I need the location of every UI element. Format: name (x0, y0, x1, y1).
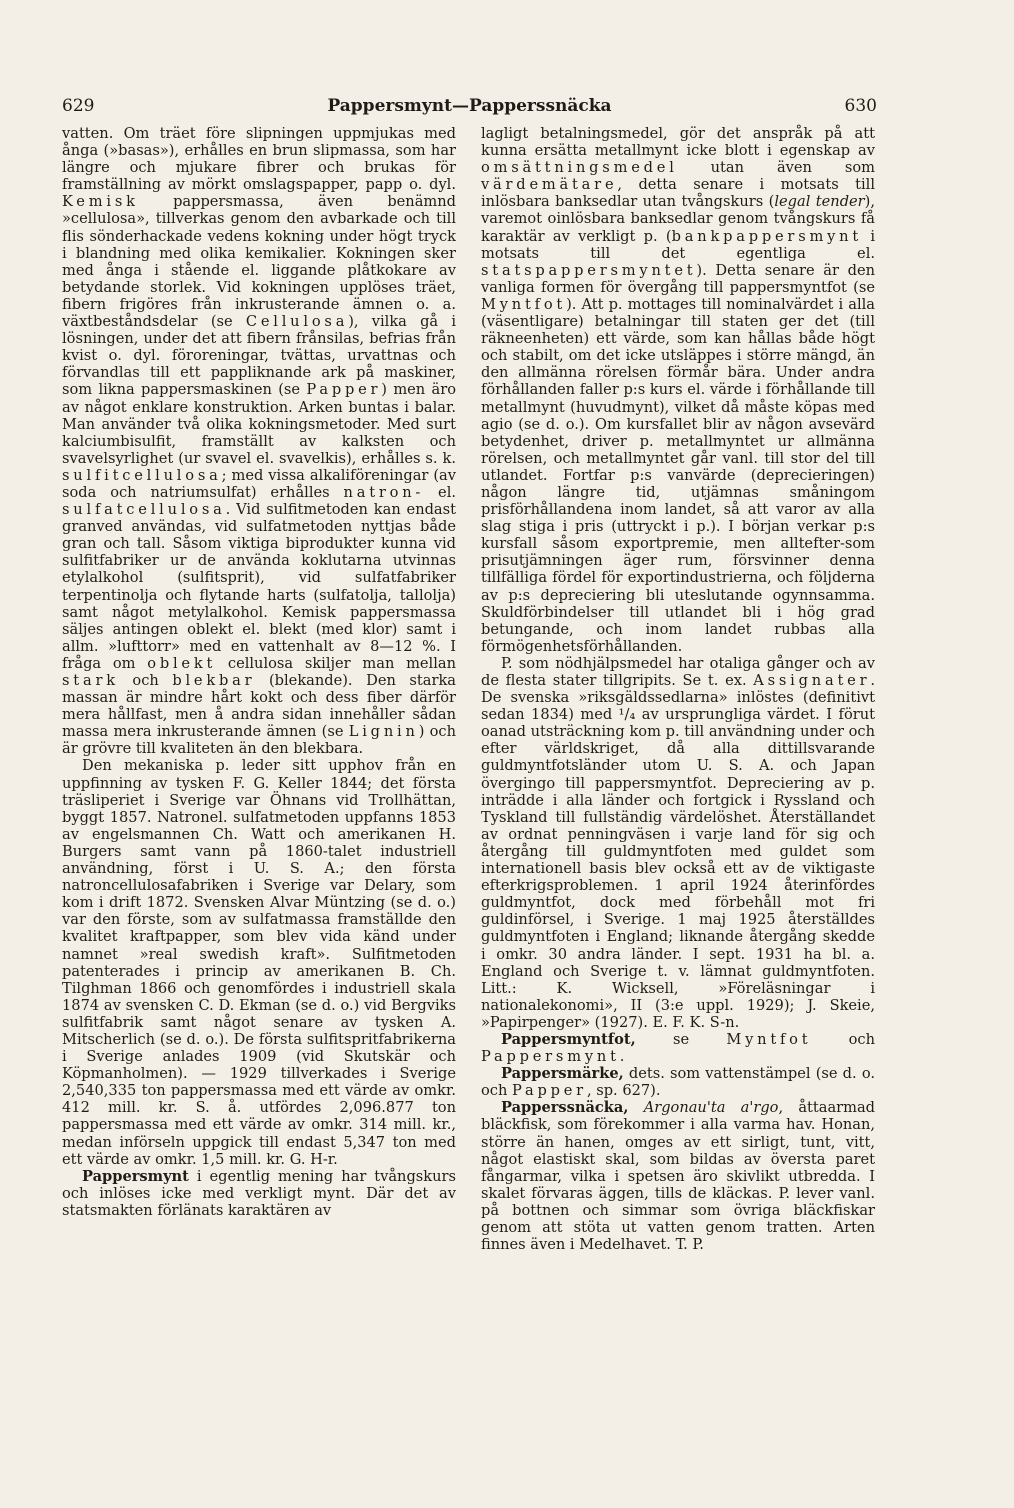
text-run: stark (62, 672, 119, 689)
text-run: Papper (306, 381, 382, 399)
paragraph (481, 1031, 875, 1065)
text-run: i motsats till det egentliga el. (481, 227, 875, 262)
text-run: värdemätare (481, 176, 618, 194)
text-run: Papper (512, 1082, 587, 1100)
entry-headword: Papperssnäcka, (501, 1099, 629, 1117)
text-run: Myntfot (481, 295, 567, 313)
text-run: (blekande). Den starka massan är mindre hårt kokt och dess fiber därför mera hållfast, men å andra sidan innehåller sådan massa mera inkrusterande ämnen (se (62, 672, 456, 741)
text-run: . De svenska »riksgäldssedlarna» inlöstes (definitivt sedan 1834) med ¹/₄ av ursprungliga värdet. I förut oanad utsträckning kom p. till användning under och efter världskriget, då alla dittillsvarande guldmyntfotsländer utom U. S. A. och Japan övergingo till pappersmyntfot. Depreciering av p. inträdde i alla länder och fortgick i Ryssland och Tyskland till fullständig värdelöshet. Återställandet av ordnat penningväsen i varje land för sig och återgång till guldmyntfoten med guldet som internationell basis blev också ett av de viktigaste efterkrigsproblemen. 1 april 1924 återinfördes guldmyntfot, dock med förbehåll mot fri guldinförsel, i Sverige. 1 maj 1925 återställdes guldmyntfoten i England; liknande återgång skedde i omkr. 30 andra länder. I sept. 1931 ha bl. a. England och Sverige t. v. lämnat guldmyntfoten. Litt.: K. Wicksell, »Föreläsningar i nationalekonomi», II (3:e uppl. 1929); J. Skeie, »Papirpenger» (1927). E. F. K. S-n. (481, 672, 875, 1031)
text-run: Lignin (348, 723, 419, 741)
text-run: Cellulosa (245, 313, 349, 331)
text-run: Kemisk (62, 193, 139, 211)
text-run: , detta senare i motsats till inlösbara banksedlar utan tvångskurs ( (481, 176, 875, 211)
text-run: och (118, 672, 173, 689)
text-run: P. som nödhjälpsmedel har otaliga gånger och av de flesta stater tillgripits. Se t. ex. (481, 654, 875, 689)
text-run: sulfatcellulosa (62, 501, 226, 519)
paragraph (481, 1065, 875, 1099)
text-run: ) och är grövre till kvaliteten än den blekbara. (62, 723, 456, 758)
text-run: ). Detta senare är den vanliga formen för övergång till pappersmyntfot (se (481, 261, 875, 296)
text-run (628, 1099, 643, 1116)
text-run: legal tender (774, 193, 865, 211)
text-run: ). Att p. mottages till nominalvärdet i alla (väsentligare) betalningar till staten ger det (till räkneenheten) ett värde, som kan hållas både högt och stabilt, om det icke utsläppes i större mängd, än den allmänna rörelsen förmår bära. Under andra förhållanden faller p:s kurs el. värde i förhållande till metallmynt (huvudmynt), vilket då måste köpas med agio (se d. o.). Om kursfallet blir av någon avsevärd betydenhet, driver p. metallmyntet ur allmänna rörelsen, och metallmyntet går vanl. till stor del till utlandet. Fortfar p:s vanvärde (deprecieringen) någon längre tid, utjämnas småningom prisförhållandena inom landet, så att varor av alla slag stiga i pris (uttryckt i p.). I början verkar p:s kursfall såsom exportpremie, men alltefter-som prisutjämningen äger rum, försvinner denna tillfälliga fördel för exportindustrierna, och följderna av p:s depreciering bli uteslutande ogynnsamma. Skuldförbindelser till utlandet bli i hög grad betungande, och inom landet rubbas alla förmögenhetsförhållanden. (481, 295, 875, 655)
text-run: bankpappersmynt (671, 227, 863, 245)
text-run: Assignater (753, 672, 871, 689)
text-run: cellulosa skiljer man mellan (216, 654, 456, 672)
text-run: utan även som (677, 159, 875, 177)
paragraph (481, 655, 875, 1031)
text-run: pappersmassa, även benämnd »cellulosa», tillverkas genom den avbarkade och till flis sönderhackade vedens kokning under högt tryck i blandning med olika kemikalier. Kokningen sker med ånga i stående el. liggande plåtkokare av betydande storlek. Vid kokningen upplöses träet, fibern frigöres från inkrusterande ämnen o. a. växtbeståndsdelar (se (62, 193, 456, 331)
running-header (62, 96, 877, 120)
paragraph (481, 125, 875, 655)
text-run: oblekt (147, 654, 217, 672)
text-run: Myntfot (726, 1030, 812, 1048)
page-number-left: 629 (62, 96, 95, 116)
text-run: vatten. Om träet före slipningen uppmjukas med ånga (»basas»), erhålles en brun slipmassa, som har längre och mjukare fibrer och brukas för framställning av mörkt omslagspapper, papp o. dyl. (62, 125, 456, 194)
text-run: omsättningsmedel (481, 159, 678, 177)
running-title: Pappersmynt—Papperssnäcka (327, 96, 612, 116)
text-run: blekbar (172, 672, 256, 689)
text-run: el. (424, 483, 456, 501)
page-number-right: 630 (844, 96, 877, 116)
text-run: statspappersmyntet (481, 261, 697, 279)
left-column (62, 125, 456, 1219)
entry-headword: Pappersmynt (82, 1167, 189, 1185)
entry-headword: Pappersmyntfot, (501, 1030, 636, 1048)
text-run: Pappersmynt (481, 1048, 620, 1066)
text-run: natron- (343, 483, 425, 501)
text-run: , åttaarmad bläckfisk, som förekommer i alla varma hav. Honan, större än hanen, omges av ett sirligt, tunt, vitt, något elastiskt skal, som bildas av översta paret fångarmar, vilka i spetsen äro skivlikt utbredda. I skalet förvaras äggen, tills de kläckas. P. lever vanl. på bottnen och simmar som övriga bläckfiskar genom att stöta ut vatten genom tratten. Arten finnes även i Medelhavet. T. P. (481, 1099, 876, 1254)
text-run: . (619, 1048, 625, 1066)
right-column (481, 125, 875, 1253)
text-run: ), varemot oinlösbara banksedlar genom tvångskurs få karaktär av verkligt p. ( (481, 193, 876, 245)
text-run: Argonau'ta a'rgo (643, 1099, 779, 1117)
text-run: . Vid sulfitmetoden kan endast granved användas, vid sulfatmetoden nyttjas både gran och tall. Såsom viktiga biprodukter kunna vid sulfitfabriker ur de använda koklutarna utvinnas etylalkohol (sulfitsprit), vid sulfatfabriker terpentinolja och flytande harts (sulfatolja, tallolja) samt något metylalkohol. Kemisk pappersmassa säljes antingen oblekt el. blekt (med klor) samt i allm. »lufttorr» med en vattenhalt av 8—12 %. I fråga om (62, 501, 456, 672)
text-run: och (811, 1030, 876, 1048)
text-run: ), vilka gå i lösningen, under det att fibern frånsilas, befrias från kvist o. dyl. föroreningar, tvättas, urvattnas och förvandlas till ett pappliknande ark på maskiner, som likna pappersmaskinen (se (62, 313, 456, 399)
paragraph (62, 757, 456, 1167)
paragraph (481, 1099, 875, 1253)
text-run: dets. som vattenstämpel (se d. o. och (481, 1065, 875, 1100)
text-run: se (635, 1030, 727, 1048)
text-run: i egentlig mening har tvångskurs och inlöses icke med verkligt mynt. Där det av statsmakten förlänats karaktären av (62, 1167, 456, 1219)
text-run: lagligt betalningsmedel, gör det anspråk på att kunna ersätta metallmynt icke blott i egenskap av (481, 125, 875, 160)
text-run: Den mekaniska p. leder sitt upphov från en uppfinning av tysken F. G. Keller 1844; det första träsliperiet i Sverige var Öhnans vid Trollhättan, byggt 1857. Natronel. sulfatmetoden uppfanns 1853 av engelsmannen Ch. Watt och amerikanen H. Burgers samt vann på 1860-talet industriell användning, först i U. S. A.; den första natroncellulosafabriken i Sverige var Delary, som kom i drift 1872. Svensken Alvar Müntzing (se d. o.) var den förste, som av sulfatmassa framställde den kvalitet kraftpapper, som blev vida känd under namnet »real swedish kraft». Sulfitmetoden patenterades i princip av amerikanen B. Ch. Tilghman 1866 och genomfördes i industriell skala 1874 av svensken C. D. Ekman (se d. o.) vid Bergviks sulfitfabrik samt något senare av tysken A. Mitscherlich (se d. o.). De första sulfitspritfabrikerna i Sverige anlades 1909 (vid Skutskär och Köpmanholmen). — 1929 tillverkades i Sverige 2,540,335 ton pappersmassa med ett värde av omkr. 412 mill. kr. S. å. utfördes 2,096.877 ton pappersmassa med ett värde av omkr. 314 mill. kr., medan införseln uppgick till endast 5,347 ton med ett värde av omkr. 1,5 mill. kr. G. H-r. (62, 757, 456, 1168)
paragraph (62, 1168, 456, 1219)
paragraph (62, 125, 456, 757)
text-run: , sp. 627). (586, 1082, 661, 1100)
text-run: ; med vissa alkaliföreningar (av soda och natriumsulfat) erhålles (62, 466, 456, 501)
entry-headword: Pappersmärke, (501, 1065, 624, 1083)
text-run: sulfitcellulosa (62, 466, 222, 484)
text-run: ) men äro av något enklare konstruktion. Arken buntas i balar. Man använder två olika kokningsmetoder. Med surt kalciumbisulfit, framställt av kalksten och svavelsyrlighet (ur svavel el. svavelkis), erhålles s. k. (62, 381, 456, 467)
